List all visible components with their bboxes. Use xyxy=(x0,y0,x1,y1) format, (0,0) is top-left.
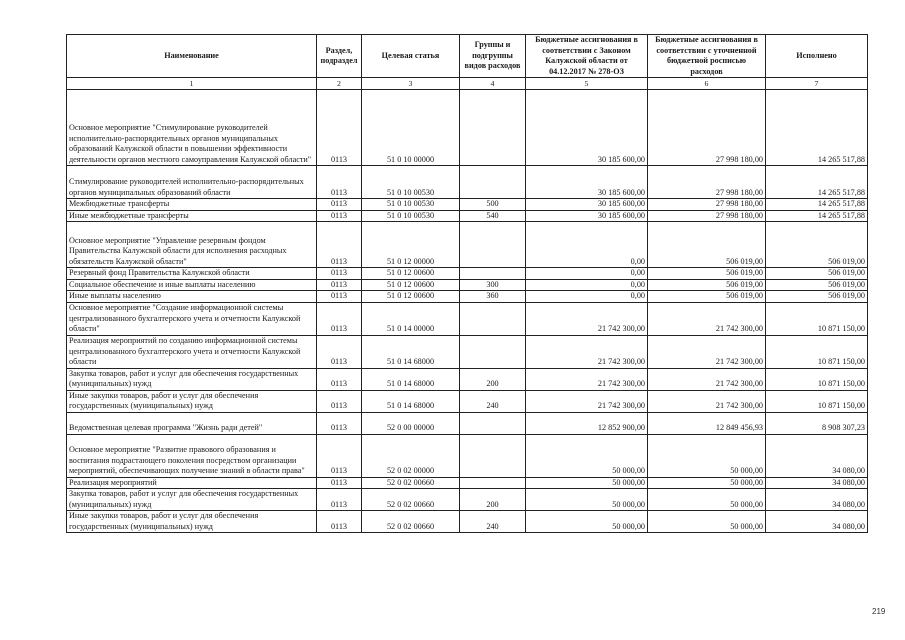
row-executed-amount-cell: 34 080,00 xyxy=(766,489,868,511)
row-adjusted-amount-cell: 506 019,00 xyxy=(648,291,766,303)
row-target-cell: 52 0 02 00000 xyxy=(362,434,460,477)
row-section-cell: 0113 xyxy=(317,222,362,268)
row-target-cell: 51 0 10 00530 xyxy=(362,210,460,222)
row-executed-amount-cell: 8 908 307,23 xyxy=(766,412,868,434)
row-group-cell xyxy=(460,90,526,166)
row-law-amount-cell: 30 185 600,00 xyxy=(526,210,648,222)
row-executed-amount-cell: 506 019,00 xyxy=(766,268,868,280)
row-section-cell: 0113 xyxy=(317,90,362,166)
row-law-amount-cell: 0,00 xyxy=(526,222,648,268)
header-row xyxy=(67,35,868,78)
column-number: 4 xyxy=(460,78,526,90)
row-target-cell: 52 0 02 00660 xyxy=(362,489,460,511)
row-target-cell: 51 0 14 68000 xyxy=(362,335,460,368)
row-section-cell: 0113 xyxy=(317,412,362,434)
row-law-amount-cell: 30 185 600,00 xyxy=(526,166,648,199)
row-executed-amount-cell: 34 080,00 xyxy=(766,511,868,533)
row-group-cell xyxy=(460,477,526,489)
row-executed-amount-cell: 14 265 517,88 xyxy=(766,90,868,166)
table-row xyxy=(67,489,868,511)
row-executed-amount-cell: 34 080,00 xyxy=(766,477,868,489)
table-row xyxy=(67,412,868,434)
table-row xyxy=(67,279,868,291)
row-adjusted-amount-cell: 50 000,00 xyxy=(648,511,766,533)
row-executed-amount-cell: 506 019,00 xyxy=(766,222,868,268)
row-name-cell: Реализация мероприятий по созданию информационной системы централизованного бухгалтерского учета и отчетности Калужской области xyxy=(67,335,317,368)
column-number: 1 xyxy=(67,78,317,90)
row-name-cell: Социальное обеспечение и иные выплаты населению xyxy=(67,279,317,291)
row-target-cell: 51 0 14 68000 xyxy=(362,390,460,412)
row-law-amount-cell: 21 742 300,00 xyxy=(526,390,648,412)
row-section-cell: 0113 xyxy=(317,302,362,335)
column-number: 7 xyxy=(766,78,868,90)
row-target-cell: 52 0 00 00000 xyxy=(362,412,460,434)
row-law-amount-cell: 50 000,00 xyxy=(526,489,648,511)
row-group-cell xyxy=(460,434,526,477)
row-section-cell: 0113 xyxy=(317,291,362,303)
row-adjusted-amount-cell: 27 998 180,00 xyxy=(648,210,766,222)
row-name-cell: Иные выплаты населению xyxy=(67,291,317,303)
row-group-cell: 500 xyxy=(460,199,526,211)
row-group-cell xyxy=(460,222,526,268)
row-law-amount-cell: 21 742 300,00 xyxy=(526,335,648,368)
row-adjusted-amount-cell: 50 000,00 xyxy=(648,489,766,511)
row-name-cell: Основное мероприятие "Стимулирование руководителей исполнительно-распорядительных органов муниципальных образований Калужской области в повышении эффективности деятельности органов местного самоуправления Калужской области" xyxy=(67,90,317,166)
table-row xyxy=(67,335,868,368)
column-number-row xyxy=(67,78,868,90)
row-law-amount-cell: 0,00 xyxy=(526,268,648,280)
row-name-cell: Закупка товаров, работ и услуг для обеспечения государственных (муниципальных) нужд xyxy=(67,489,317,511)
row-name-cell: Резервный фонд Правительства Калужской области xyxy=(67,268,317,280)
table-row xyxy=(67,222,868,268)
row-adjusted-amount-cell: 506 019,00 xyxy=(648,279,766,291)
row-target-cell: 51 0 10 00530 xyxy=(362,199,460,211)
row-adjusted-amount-cell: 27 998 180,00 xyxy=(648,90,766,166)
row-group-cell: 540 xyxy=(460,210,526,222)
row-name-cell: Межбюджетные трансферты xyxy=(67,199,317,211)
column-number: 2 xyxy=(317,78,362,90)
table-body xyxy=(67,90,868,533)
row-law-amount-cell: 50 000,00 xyxy=(526,477,648,489)
row-executed-amount-cell: 14 265 517,88 xyxy=(766,199,868,211)
row-group-cell: 200 xyxy=(460,489,526,511)
header-name: Наименование xyxy=(67,35,317,78)
row-adjusted-amount-cell: 12 849 456,93 xyxy=(648,412,766,434)
row-law-amount-cell: 0,00 xyxy=(526,291,648,303)
row-group-cell: 240 xyxy=(460,511,526,533)
table-row xyxy=(67,291,868,303)
row-executed-amount-cell: 506 019,00 xyxy=(766,291,868,303)
table-row xyxy=(67,390,868,412)
header-section: Раздел, подраздел xyxy=(317,35,362,78)
row-target-cell: 51 0 14 68000 xyxy=(362,368,460,390)
row-group-cell: 200 xyxy=(460,368,526,390)
row-adjusted-amount-cell: 21 742 300,00 xyxy=(648,390,766,412)
header-adjusted-allocation: Бюджетные ассигнования в соответствии с уточненной бюджетной росписью расходов xyxy=(648,35,766,78)
row-adjusted-amount-cell: 506 019,00 xyxy=(648,222,766,268)
row-adjusted-amount-cell: 27 998 180,00 xyxy=(648,199,766,211)
table-row xyxy=(67,477,868,489)
row-executed-amount-cell: 10 871 150,00 xyxy=(766,302,868,335)
page-number: 219 xyxy=(872,607,886,616)
row-target-cell: 52 0 02 00660 xyxy=(362,477,460,489)
table-row xyxy=(67,210,868,222)
row-adjusted-amount-cell: 21 742 300,00 xyxy=(648,335,766,368)
row-law-amount-cell: 30 185 600,00 xyxy=(526,199,648,211)
row-name-cell: Закупка товаров, работ и услуг для обеспечения государственных (муниципальных) нужд xyxy=(67,368,317,390)
budget-table xyxy=(66,34,868,533)
table-row xyxy=(67,268,868,280)
row-target-cell: 52 0 02 00660 xyxy=(362,511,460,533)
column-number: 5 xyxy=(526,78,648,90)
row-name-cell: Стимулирование руководителей исполнительно-распорядительных органов муниципальных образований области xyxy=(67,166,317,199)
row-adjusted-amount-cell: 506 019,00 xyxy=(648,268,766,280)
row-name-cell: Ведомственная целевая программа "Жизнь ради детей" xyxy=(67,412,317,434)
row-group-cell: 360 xyxy=(460,291,526,303)
column-number: 3 xyxy=(362,78,460,90)
header-executed: Исполнено xyxy=(766,35,868,78)
row-target-cell: 51 0 10 00000 xyxy=(362,90,460,166)
row-target-cell: 51 0 12 00600 xyxy=(362,291,460,303)
row-executed-amount-cell: 506 019,00 xyxy=(766,279,868,291)
row-section-cell: 0113 xyxy=(317,489,362,511)
row-adjusted-amount-cell: 21 742 300,00 xyxy=(648,302,766,335)
table-row xyxy=(67,368,868,390)
row-name-cell: Иные закупки товаров, работ и услуг для обеспечения государственных (муниципальных) нужд xyxy=(67,390,317,412)
row-law-amount-cell: 50 000,00 xyxy=(526,511,648,533)
row-section-cell: 0113 xyxy=(317,511,362,533)
row-executed-amount-cell: 10 871 150,00 xyxy=(766,368,868,390)
row-target-cell: 51 0 12 00000 xyxy=(362,222,460,268)
row-adjusted-amount-cell: 27 998 180,00 xyxy=(648,166,766,199)
row-section-cell: 0113 xyxy=(317,477,362,489)
row-law-amount-cell: 50 000,00 xyxy=(526,434,648,477)
row-name-cell: Основное мероприятие "Развитие правового образования и воспитания подрастающего поколения посредством организации мероприятий, обеспечивающих получение знаний в области права" xyxy=(67,434,317,477)
row-executed-amount-cell: 10 871 150,00 xyxy=(766,390,868,412)
row-law-amount-cell: 0,00 xyxy=(526,279,648,291)
row-name-cell: Иные межбюджетные трансферты xyxy=(67,210,317,222)
row-executed-amount-cell: 14 265 517,88 xyxy=(766,166,868,199)
row-group-cell xyxy=(460,302,526,335)
row-adjusted-amount-cell: 21 742 300,00 xyxy=(648,368,766,390)
row-law-amount-cell: 21 742 300,00 xyxy=(526,368,648,390)
row-group-cell xyxy=(460,412,526,434)
header-law-allocation: Бюджетные ассигнования в соответствии с Законом Калужской области от 04.12.2017 № 278-ОЗ xyxy=(526,35,648,78)
row-group-cell: 300 xyxy=(460,279,526,291)
row-group-cell: 240 xyxy=(460,390,526,412)
table-row xyxy=(67,434,868,477)
row-target-cell: 51 0 12 00600 xyxy=(362,268,460,280)
row-target-cell: 51 0 12 00600 xyxy=(362,279,460,291)
row-law-amount-cell: 30 185 600,00 xyxy=(526,90,648,166)
row-target-cell: 51 0 10 00530 xyxy=(362,166,460,199)
row-section-cell: 0113 xyxy=(317,368,362,390)
row-law-amount-cell: 21 742 300,00 xyxy=(526,302,648,335)
row-section-cell: 0113 xyxy=(317,335,362,368)
row-name-cell: Реализация мероприятий xyxy=(67,477,317,489)
table-row xyxy=(67,511,868,533)
table-row xyxy=(67,302,868,335)
column-number: 6 xyxy=(648,78,766,90)
row-executed-amount-cell: 10 871 150,00 xyxy=(766,335,868,368)
row-law-amount-cell: 12 852 900,00 xyxy=(526,412,648,434)
row-group-cell xyxy=(460,268,526,280)
header-target: Целевая статья xyxy=(362,35,460,78)
table-row xyxy=(67,90,868,166)
row-name-cell: Основное мероприятие "Управление резервным фондом Правительства Калужской области для исполнения расходных обязательств Калужской области" xyxy=(67,222,317,268)
row-adjusted-amount-cell: 50 000,00 xyxy=(648,434,766,477)
table-row xyxy=(67,199,868,211)
header-group: Группы и подгруппы видов расходов xyxy=(460,35,526,78)
row-target-cell: 51 0 14 00000 xyxy=(362,302,460,335)
row-name-cell: Иные закупки товаров, работ и услуг для обеспечения государственных (муниципальных) нужд xyxy=(67,511,317,533)
row-section-cell: 0113 xyxy=(317,210,362,222)
row-executed-amount-cell: 14 265 517,88 xyxy=(766,210,868,222)
row-section-cell: 0113 xyxy=(317,199,362,211)
row-section-cell: 0113 xyxy=(317,279,362,291)
row-section-cell: 0113 xyxy=(317,390,362,412)
table-row xyxy=(67,166,868,199)
row-section-cell: 0113 xyxy=(317,434,362,477)
row-section-cell: 0113 xyxy=(317,166,362,199)
row-name-cell: Основное мероприятие "Создание информационной системы централизованного бухгалтерского учета и отчетности Калужской области" xyxy=(67,302,317,335)
row-section-cell: 0113 xyxy=(317,268,362,280)
row-group-cell xyxy=(460,166,526,199)
row-adjusted-amount-cell: 50 000,00 xyxy=(648,477,766,489)
row-group-cell xyxy=(460,335,526,368)
row-executed-amount-cell: 34 080,00 xyxy=(766,434,868,477)
